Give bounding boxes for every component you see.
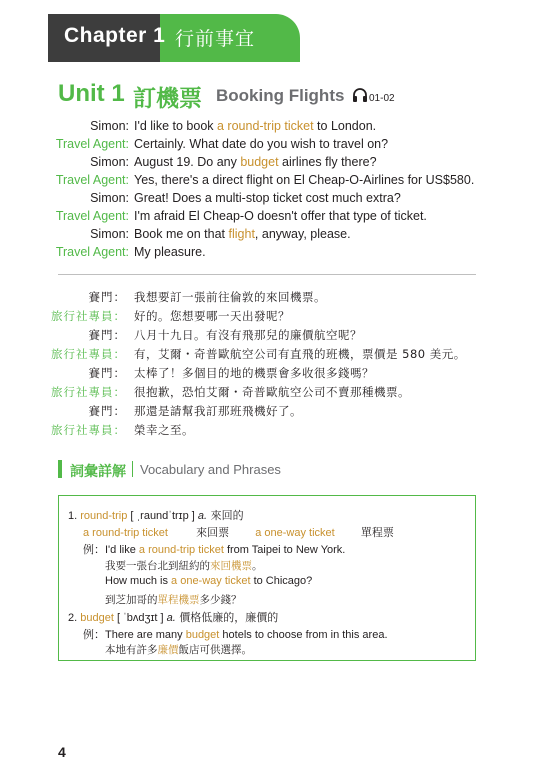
- chapter-title: 行前事宜: [175, 29, 256, 50]
- dialogue-text: My pleasure.: [134, 245, 206, 259]
- section-divider: [58, 274, 476, 275]
- audio-track-code: 01-02: [369, 93, 395, 104]
- vocab-heading-zh: 詞彙詳解: [70, 464, 126, 480]
- highlight-phrase: flight: [228, 227, 255, 241]
- translation-line: [0, 327, 551, 346]
- vocab-heading-separator: [132, 461, 133, 477]
- dialogue-line: [0, 245, 551, 263]
- speaker-label: Travel Agent:: [55, 209, 129, 223]
- speaker-label-zh: 旅行社專員：: [51, 309, 126, 323]
- speaker-label: Travel Agent:: [55, 137, 129, 151]
- example-translation: 我要一張台北到紐約的來回機票。: [105, 560, 263, 572]
- dialogue-line: [0, 227, 551, 245]
- speaker-label-zh: 賽門：: [88, 328, 126, 342]
- highlight-phrase: budget: [240, 155, 279, 169]
- vocab-word: round-trip: [80, 510, 128, 522]
- vocab-section-marker: [58, 460, 62, 478]
- speaker-label-zh: 賽門：: [88, 404, 126, 418]
- dialogue-line: [0, 155, 551, 173]
- translation-line: [0, 403, 551, 422]
- translation-text: 太棒了！多個目的地的機票會多收很多錢嗎？: [134, 366, 374, 380]
- translation-text: 八月十九日。有沒有飛那兒的廉價航空呢？: [134, 328, 362, 342]
- speaker-label-zh: 旅行社專員：: [51, 423, 126, 437]
- translation-line: [0, 289, 551, 308]
- speaker-label-zh: 旅行社專員：: [51, 385, 126, 399]
- translation-line: [0, 308, 551, 327]
- speaker-label-zh: 賽門：: [88, 290, 126, 304]
- highlight-phrase: a round-trip ticket: [217, 119, 314, 133]
- dialogue-line: [0, 173, 551, 191]
- speaker-label-zh: 旅行社專員：: [51, 347, 126, 361]
- dialogue-line: [0, 191, 551, 209]
- dialogue-text: Book me on that flight, anyway, please.: [134, 227, 351, 241]
- speaker-label: Simon:: [90, 119, 129, 133]
- dialogue-text: I'd like to book a round-trip ticket to London.: [134, 119, 377, 133]
- phonetic: [ ˈbʌdʒɪt ]: [113, 612, 167, 624]
- collocation-pair: a round-trip ticket 來回票 a one-way ticket 單程票: [83, 526, 394, 539]
- translation-line: [0, 384, 551, 403]
- dialogue-text: Certainly. What date do you wish to travel on?: [134, 137, 389, 151]
- translation-line: [0, 365, 551, 384]
- vocab-entry-budget: 2. budget [ ˈbʌdʒɪt ] a. 價格低廉的，廉價的: [68, 611, 279, 624]
- vocab-box: [58, 495, 476, 661]
- translation-text: 好的。您想要哪一天出發呢？: [134, 309, 290, 323]
- unit-title-en: Booking Flights: [216, 86, 345, 105]
- translation-text: 那還是請幫我訂那班飛機好了。: [134, 404, 302, 418]
- translation-text: 有，艾爾・奇普歐航空公司有直飛的班機，票價是 580 美元。: [134, 347, 466, 361]
- dialogue-text: August 19. Do any budget airlines fly there?: [134, 155, 377, 169]
- phonetic: [ ˌraundˈtrɪp ]: [127, 510, 198, 522]
- headphones-icon[interactable]: [352, 87, 368, 103]
- translation-text: 榮幸之至。: [134, 423, 194, 437]
- translation-line: [0, 422, 551, 441]
- speaker-label: Simon:: [90, 227, 129, 241]
- dialogue-text: Yes, there's a direct flight on El Cheap-O-Airlines for US$580.: [134, 173, 475, 187]
- vocab-entry-round-trip: 1. round-trip [ ˌraundˈtrɪp ] a. 來回的: [68, 509, 244, 522]
- speaker-label-zh: 賽門：: [88, 366, 126, 380]
- speaker-label: Simon:: [90, 191, 129, 205]
- unit-label: Unit 1: [58, 80, 125, 107]
- dialogue-text: I'm afraid El Cheap-O doesn't offer that type of ticket.: [134, 209, 427, 223]
- speaker-label: Travel Agent:: [55, 173, 129, 187]
- page-number: 4: [58, 744, 66, 760]
- dialogue-line: [0, 119, 551, 137]
- translation-text: 很抱歉，恐怕艾爾・奇普歐航空公司不賣那種機票。: [134, 385, 410, 399]
- vocab-word: budget: [80, 612, 114, 624]
- example-translation: 本地有許多廉價飯店可供選擇。: [105, 644, 252, 656]
- example-sentence: 例：There are many budget hotels to choose from in this area.: [83, 629, 388, 641]
- speaker-label: Travel Agent:: [55, 245, 129, 259]
- unit-title-zh: 訂機票: [133, 85, 202, 111]
- chapter-header: [0, 0, 551, 62]
- example-sentence: 例：I'd like a round-trip ticket from Taipei to New York.: [83, 544, 346, 556]
- example-translation: 到芝加哥的單程機票多少錢？: [105, 594, 242, 606]
- translation-text: 我想要訂一張前往倫敦的來回機票。: [134, 290, 326, 304]
- dialogue-line: [0, 209, 551, 227]
- dialogue-text: Great! Does a multi-stop ticket cost much extra?: [134, 191, 401, 205]
- speaker-label: Simon:: [90, 155, 129, 169]
- vocab-heading-en: Vocabulary and Phrases: [140, 462, 281, 477]
- example-sentence: How much is a one-way ticket to Chicago?: [105, 575, 313, 587]
- dialogue-line: [0, 137, 551, 155]
- chapter-label: Chapter 1: [64, 24, 166, 47]
- translation-line: [0, 346, 551, 365]
